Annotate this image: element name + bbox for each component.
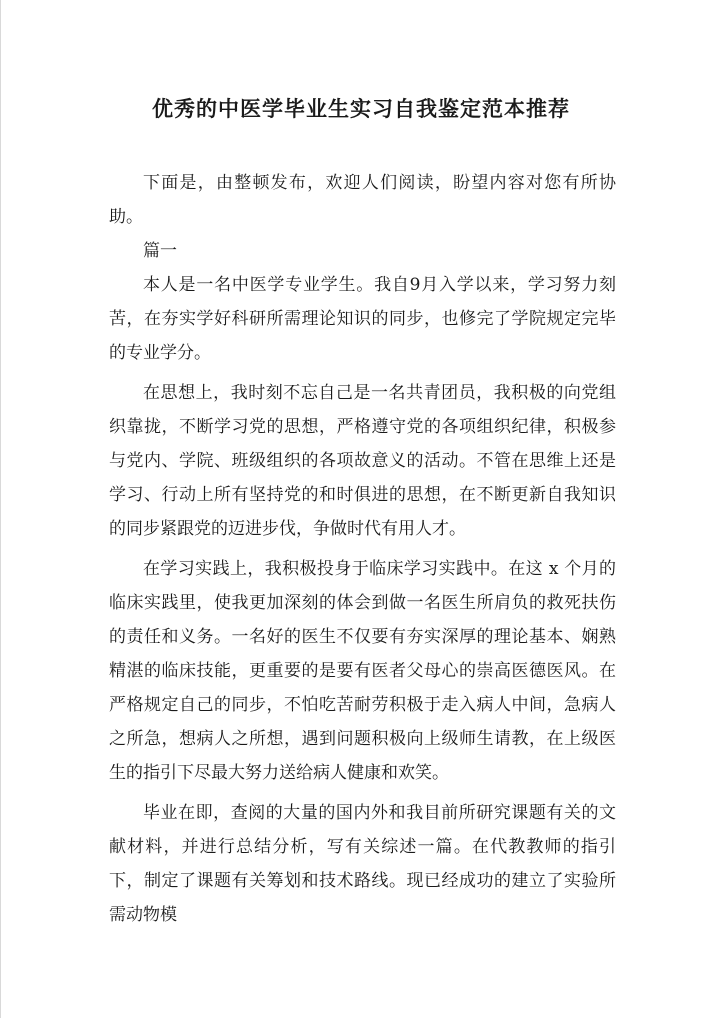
body-paragraph: 本人是一名中医学专业学生。我自9月入学以来，学习努力刻苦，在夯实学好科研所需理论知识的同步，也修完了学院规定完毕的专业学分。 [109,275,616,363]
section-heading: 篇一 [143,241,177,261]
body-paragraph: 在思想上，我时刻不忘自己是一名共青团员，我积极的向党组织靠拢，不断学习党的思想，严格遵守党的各项组织纪律，积极参与党内、学院、班级组织的各项故意义的活动。不管在思维上还是学习、行动上所有坚持党的和时俱进的思想，在不断更新自我知识的同步紧跟党的迈进步伐，争做时代有用人才。 [109,383,616,539]
intro-paragraph: 下面是，由整顿发布，欢迎人们阅读，盼望内容对您有所协助。 [109,173,616,227]
body-paragraph: 在学习实践上，我积极投身于临床学习实践中。在这 x 个月的临床实践里，使我更加深刻的体会到做一名医生所肩负的救死扶伤的责任和义务。一名好的医生不仅要有夯实深厚的理论基本、娴熟精湛的临床技能，更重要的是要有医者父母心的崇高医德医风。在严格规定自己的同步，不怕吃苦耐劳积极于走入病人中间，急病人之所急，想病人之所想，遇到问题积极向上级师生请教，在上级医生的指引下尽最大努力送给病人健康和欢笑。 [109,559,616,783]
document-body [109,166,616,938]
body-paragraph: 毕业在即，查阅的大量的国内外和我目前所研究课题有关的文献材料，并进行总结分析，写有关综述一篇。在代教教师的指引下，制定了课题有关筹划和技术路线。现已经成功的建立了实验所需动物模 [109,803,616,925]
document-title: 优秀的中医学毕业生实习自我鉴定范本推荐 [152,96,570,121]
